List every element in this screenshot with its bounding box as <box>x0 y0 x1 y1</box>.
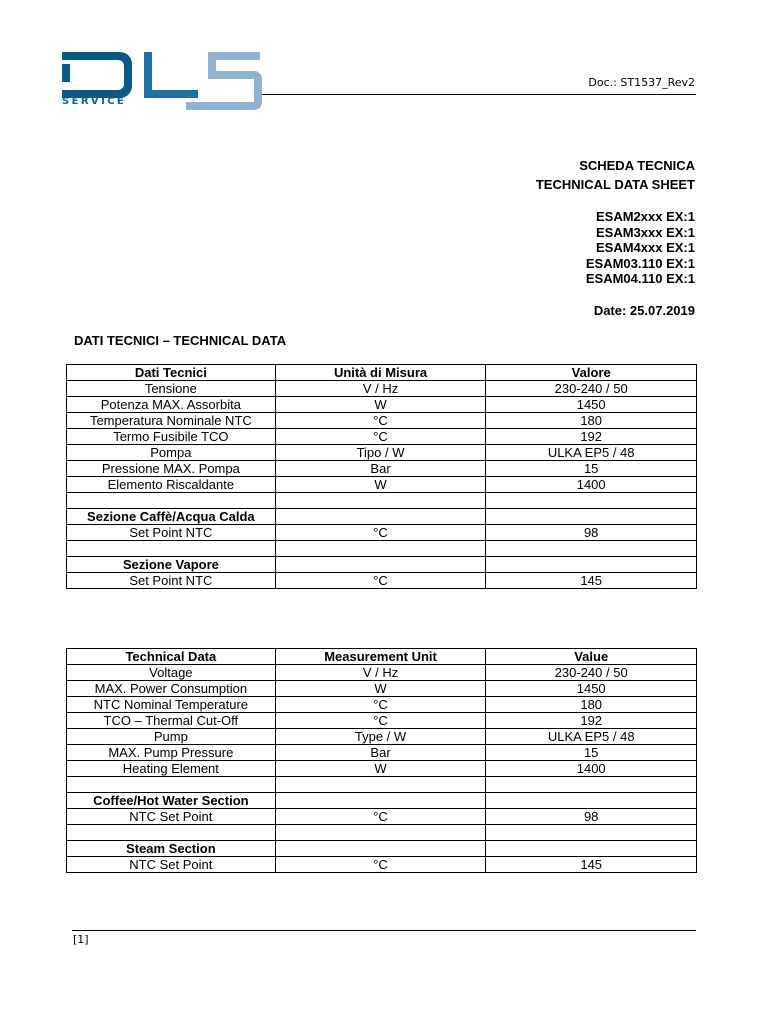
table-cell: °C <box>275 857 486 873</box>
table-cell: NTC Set Point <box>67 857 276 873</box>
table-row <box>67 745 697 761</box>
table-row <box>67 509 697 525</box>
logo-letter-l <box>144 52 198 98</box>
logo-service-text: SERVICE <box>62 96 127 107</box>
table-cell: NTC Nominal Temperature <box>67 697 276 713</box>
column-header: Unità di Misura <box>275 365 486 381</box>
table-header-row <box>67 649 697 665</box>
table-cell: Sezione Caffè/Acqua Calda <box>67 509 276 525</box>
table-cell: °C <box>275 713 486 729</box>
column-header: Value <box>486 649 697 665</box>
model-item: ESAM3xxx EX:1 <box>596 224 695 240</box>
column-header: Valore <box>486 365 697 381</box>
table-cell: Potenza MAX. Assorbita <box>67 397 276 413</box>
table-header-row <box>67 365 697 381</box>
table-row <box>67 697 697 713</box>
table-cell: Coffee/Hot Water Section <box>67 793 276 809</box>
table-cell: 230-240 / 50 <box>486 381 697 397</box>
table-cell <box>67 825 276 841</box>
table-row <box>67 841 697 857</box>
table-row <box>67 573 697 589</box>
table-row <box>67 493 697 509</box>
table-cell: 1400 <box>486 477 697 493</box>
table-cell: Bar <box>275 745 486 761</box>
table-cell: Pressione MAX. Pompa <box>67 461 276 477</box>
table-cell: 180 <box>486 697 697 713</box>
title-english: TECHNICAL DATA SHEET <box>535 177 695 192</box>
table-cell: °C <box>275 413 486 429</box>
model-item: ESAM2xxx EX:1 <box>596 209 695 224</box>
table-body <box>67 665 697 873</box>
table-cell: Elemento Riscaldante <box>67 477 276 493</box>
section-heading: DATI TECNICI – TECHNICAL DATA <box>74 333 287 348</box>
title-italian: SCHEDA TECNICA <box>579 158 695 173</box>
table-row <box>67 429 697 445</box>
table-row <box>67 461 697 477</box>
table-row <box>67 445 697 461</box>
table-cell: V / Hz <box>275 665 486 681</box>
table-cell <box>275 825 486 841</box>
table-cell <box>486 777 697 793</box>
table-cell: Voltage <box>67 665 276 681</box>
table-cell <box>486 841 697 857</box>
table-cell: ULKA EP5 / 48 <box>486 729 697 745</box>
table-cell: 145 <box>486 857 697 873</box>
table-cell <box>486 557 697 573</box>
table-body <box>67 381 697 589</box>
table-row <box>67 541 697 557</box>
table-cell: W <box>275 397 486 413</box>
model-list <box>586 209 695 287</box>
table-row <box>67 477 697 493</box>
table-cell: Set Point NTC <box>67 525 276 541</box>
table-cell: Heating Element <box>67 761 276 777</box>
table-cell: 1400 <box>486 761 697 777</box>
table-cell: Pump <box>67 729 276 745</box>
table-cell <box>486 793 697 809</box>
table-cell: V / Hz <box>275 381 486 397</box>
table-row <box>67 381 697 397</box>
table-cell: MAX. Pump Pressure <box>67 745 276 761</box>
table-cell: °C <box>275 573 486 589</box>
table-cell <box>486 541 697 557</box>
table-cell: 230-240 / 50 <box>486 665 697 681</box>
table-cell: °C <box>275 809 486 825</box>
table-cell <box>486 493 697 509</box>
table-row <box>67 713 697 729</box>
page-number: [1] <box>73 933 89 946</box>
table-cell: 180 <box>486 413 697 429</box>
model-item: ESAM04.110 EX:1 <box>585 271 695 286</box>
table-cell <box>67 777 276 793</box>
table-cell <box>275 557 486 573</box>
logo-letter-d <box>62 52 132 98</box>
table-cell <box>275 777 486 793</box>
table-cell <box>67 541 276 557</box>
table-row <box>67 825 697 841</box>
table-cell: Temperatura Nominale NTC <box>67 413 276 429</box>
table-cell <box>275 493 486 509</box>
table-cell: 98 <box>486 809 697 825</box>
table-cell: Type / W <box>275 729 486 745</box>
table-cell <box>486 509 697 525</box>
table-cell: °C <box>275 525 486 541</box>
column-header: Dati Tecnici <box>67 365 276 381</box>
model-item: ESAM4xxx EX:1 <box>596 240 695 255</box>
table-cell: ULKA EP5 / 48 <box>486 445 697 461</box>
table-cell: TCO – Thermal Cut-Off <box>67 713 276 729</box>
table-cell: Steam Section <box>67 841 276 857</box>
table-cell: 192 <box>486 713 697 729</box>
table-row <box>67 557 697 573</box>
table-row <box>67 857 697 873</box>
table-row <box>67 761 697 777</box>
table-cell <box>275 541 486 557</box>
table-cell: Pompa <box>67 445 276 461</box>
table-row <box>67 809 697 825</box>
table-row <box>67 729 697 745</box>
table-cell <box>67 493 276 509</box>
table-row <box>67 793 697 809</box>
table-cell: °C <box>275 429 486 445</box>
table-cell: Sezione Vapore <box>67 557 276 573</box>
table-cell: 15 <box>486 745 697 761</box>
title-block <box>536 156 695 194</box>
table-cell: 98 <box>486 525 697 541</box>
logo-letter-s <box>186 52 262 110</box>
model-item: ESAM03.110 EX:1 <box>585 255 695 271</box>
column-header: Technical Data <box>67 649 276 665</box>
table-cell: MAX. Power Consumption <box>67 681 276 697</box>
table-cell: 145 <box>486 573 697 589</box>
table-cell: Termo Fusibile TCO <box>67 429 276 445</box>
technical-data-table-english <box>66 648 697 873</box>
table-cell: °C <box>275 697 486 713</box>
table-cell: W <box>275 681 486 697</box>
table-cell: W <box>275 477 486 493</box>
table-row <box>67 665 697 681</box>
table-cell: Set Point NTC <box>67 573 276 589</box>
table-cell: NTC Set Point <box>67 809 276 825</box>
table-cell <box>486 825 697 841</box>
document-reference: Doc.: ST1537_Rev2 <box>588 76 695 89</box>
document-date: Date: 25.07.2019 <box>593 303 695 318</box>
table-cell <box>275 793 486 809</box>
table-cell: Tipo / W <box>275 445 486 461</box>
header-rule <box>262 94 696 95</box>
column-header: Measurement Unit <box>275 649 486 665</box>
table-cell: 192 <box>486 429 697 445</box>
table-row <box>67 681 697 697</box>
table-row <box>67 777 697 793</box>
table-cell: Tensione <box>67 381 276 397</box>
table-cell <box>275 841 486 857</box>
table-cell <box>275 509 486 525</box>
footer-rule <box>72 930 696 931</box>
table-row <box>67 525 697 541</box>
table-cell: Bar <box>275 461 486 477</box>
table-cell: 1450 <box>486 681 697 697</box>
table-row <box>67 397 697 413</box>
table-cell: 1450 <box>486 397 697 413</box>
technical-data-table-italian <box>66 364 697 589</box>
table-cell: W <box>275 761 486 777</box>
table-cell: 15 <box>486 461 697 477</box>
table-row <box>67 413 697 429</box>
